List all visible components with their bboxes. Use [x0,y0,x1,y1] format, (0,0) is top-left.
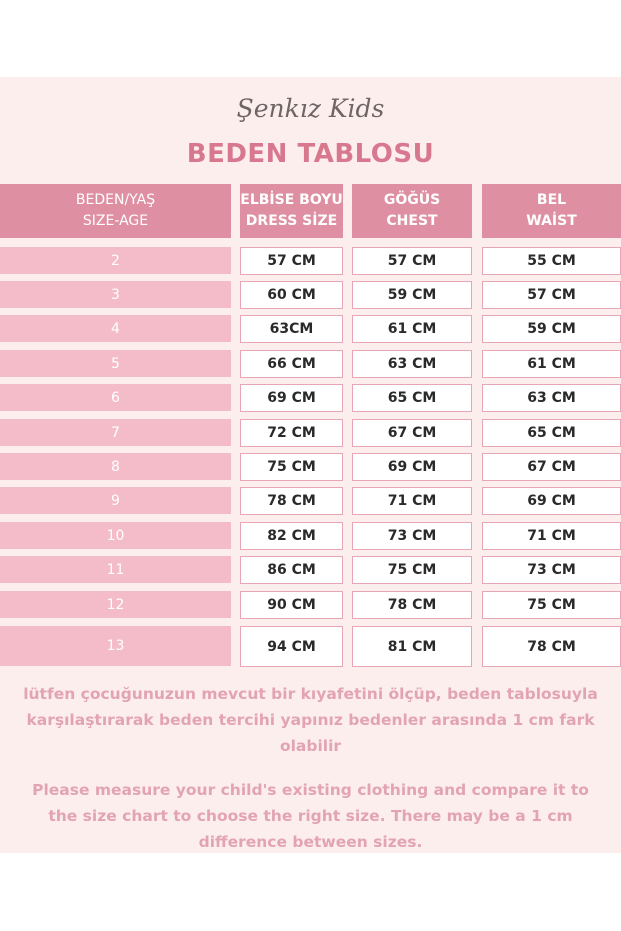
size-age-cell: 4 [0,315,231,342]
size-age-cell: 11 [0,556,231,583]
size-age-cell: 7 [0,419,231,446]
chest-cell: 63 CM [352,350,472,378]
waist-cell: 78 CM [482,626,621,667]
dress-size-cell: 60 CM [240,281,343,309]
page-title: BEDEN TABLOSU [186,139,435,169]
dress-size-cell: 82 CM [240,522,343,550]
header-chest [352,184,472,238]
dress-size-cell: 86 CM [240,556,343,584]
header-size-age-line2: SIZE-AGE [82,213,149,229]
header-chest-line2: CHEST [386,213,438,229]
header-waist-line1: BEL [536,192,567,208]
waist-cell: 73 CM [482,556,621,584]
note-english: Please measure your child's existing clothing and compare it to the size chart to choose the right size. There may be a 1 cm difference between sizes. [32,781,589,851]
waist-cell: 71 CM [482,522,621,550]
size-age-cell: 3 [0,281,231,308]
chest-cell: 61 CM [352,315,472,343]
header-dress-size-line2: DRESS SİZE [245,213,338,229]
header-size-age [0,184,231,238]
header-waist-line2: WAİST [526,213,577,229]
chest-cell: 67 CM [352,419,472,447]
dress-size-cell: 94 CM [240,626,343,667]
header-dress-size-line1: ELBİSE BOYU [240,192,343,208]
chest-cell: 59 CM [352,281,472,309]
waist-cell: 69 CM [482,487,621,515]
waist-cell: 61 CM [482,350,621,378]
chest-cell: 78 CM [352,591,472,619]
dress-size-cell: 78 CM [240,487,343,515]
header-waist [482,184,621,238]
note-turkish: lütfen çocuğunuzun mevcut bir kıyafetini ölçüp, beden tablosuyla karşılaştırarak beden tercihi yapınız bedenler arasında 1 cm fark olabilir [23,685,598,755]
dress-size-cell: 69 CM [240,384,343,412]
size-age-cell: 10 [0,522,231,549]
size-age-cell: 5 [0,350,231,377]
chest-cell: 57 CM [352,247,472,275]
chest-cell: 75 CM [352,556,472,584]
size-age-cell: 13 [0,626,231,666]
waist-cell: 57 CM [482,281,621,309]
size-age-cell: 12 [0,591,231,618]
header-size-age-line1: BEDEN/YAŞ [75,192,156,208]
size-age-cell: 2 [0,247,231,274]
waist-cell: 59 CM [482,315,621,343]
chest-cell: 69 CM [352,453,472,481]
dress-size-cell: 57 CM [240,247,343,275]
waist-cell: 75 CM [482,591,621,619]
size-age-cell: 9 [0,487,231,514]
brand-logo-text: Şenkız Kids [236,94,385,123]
dress-size-cell: 90 CM [240,591,343,619]
chest-cell: 65 CM [352,384,472,412]
size-age-cell: 6 [0,384,231,411]
chest-cell: 73 CM [352,522,472,550]
chest-cell: 81 CM [352,626,472,667]
waist-cell: 67 CM [482,453,621,481]
waist-cell: 55 CM [482,247,621,275]
waist-cell: 65 CM [482,419,621,447]
dress-size-cell: 75 CM [240,453,343,481]
waist-cell: 63 CM [482,384,621,412]
dress-size-cell: 72 CM [240,419,343,447]
header-chest-line1: GÖĞÜS [383,192,441,208]
chest-cell: 71 CM [352,487,472,515]
size-age-cell: 8 [0,453,231,480]
dress-size-cell: 66 CM [240,350,343,378]
header-dress-size [240,184,343,238]
dress-size-cell: 63CM [240,315,343,343]
